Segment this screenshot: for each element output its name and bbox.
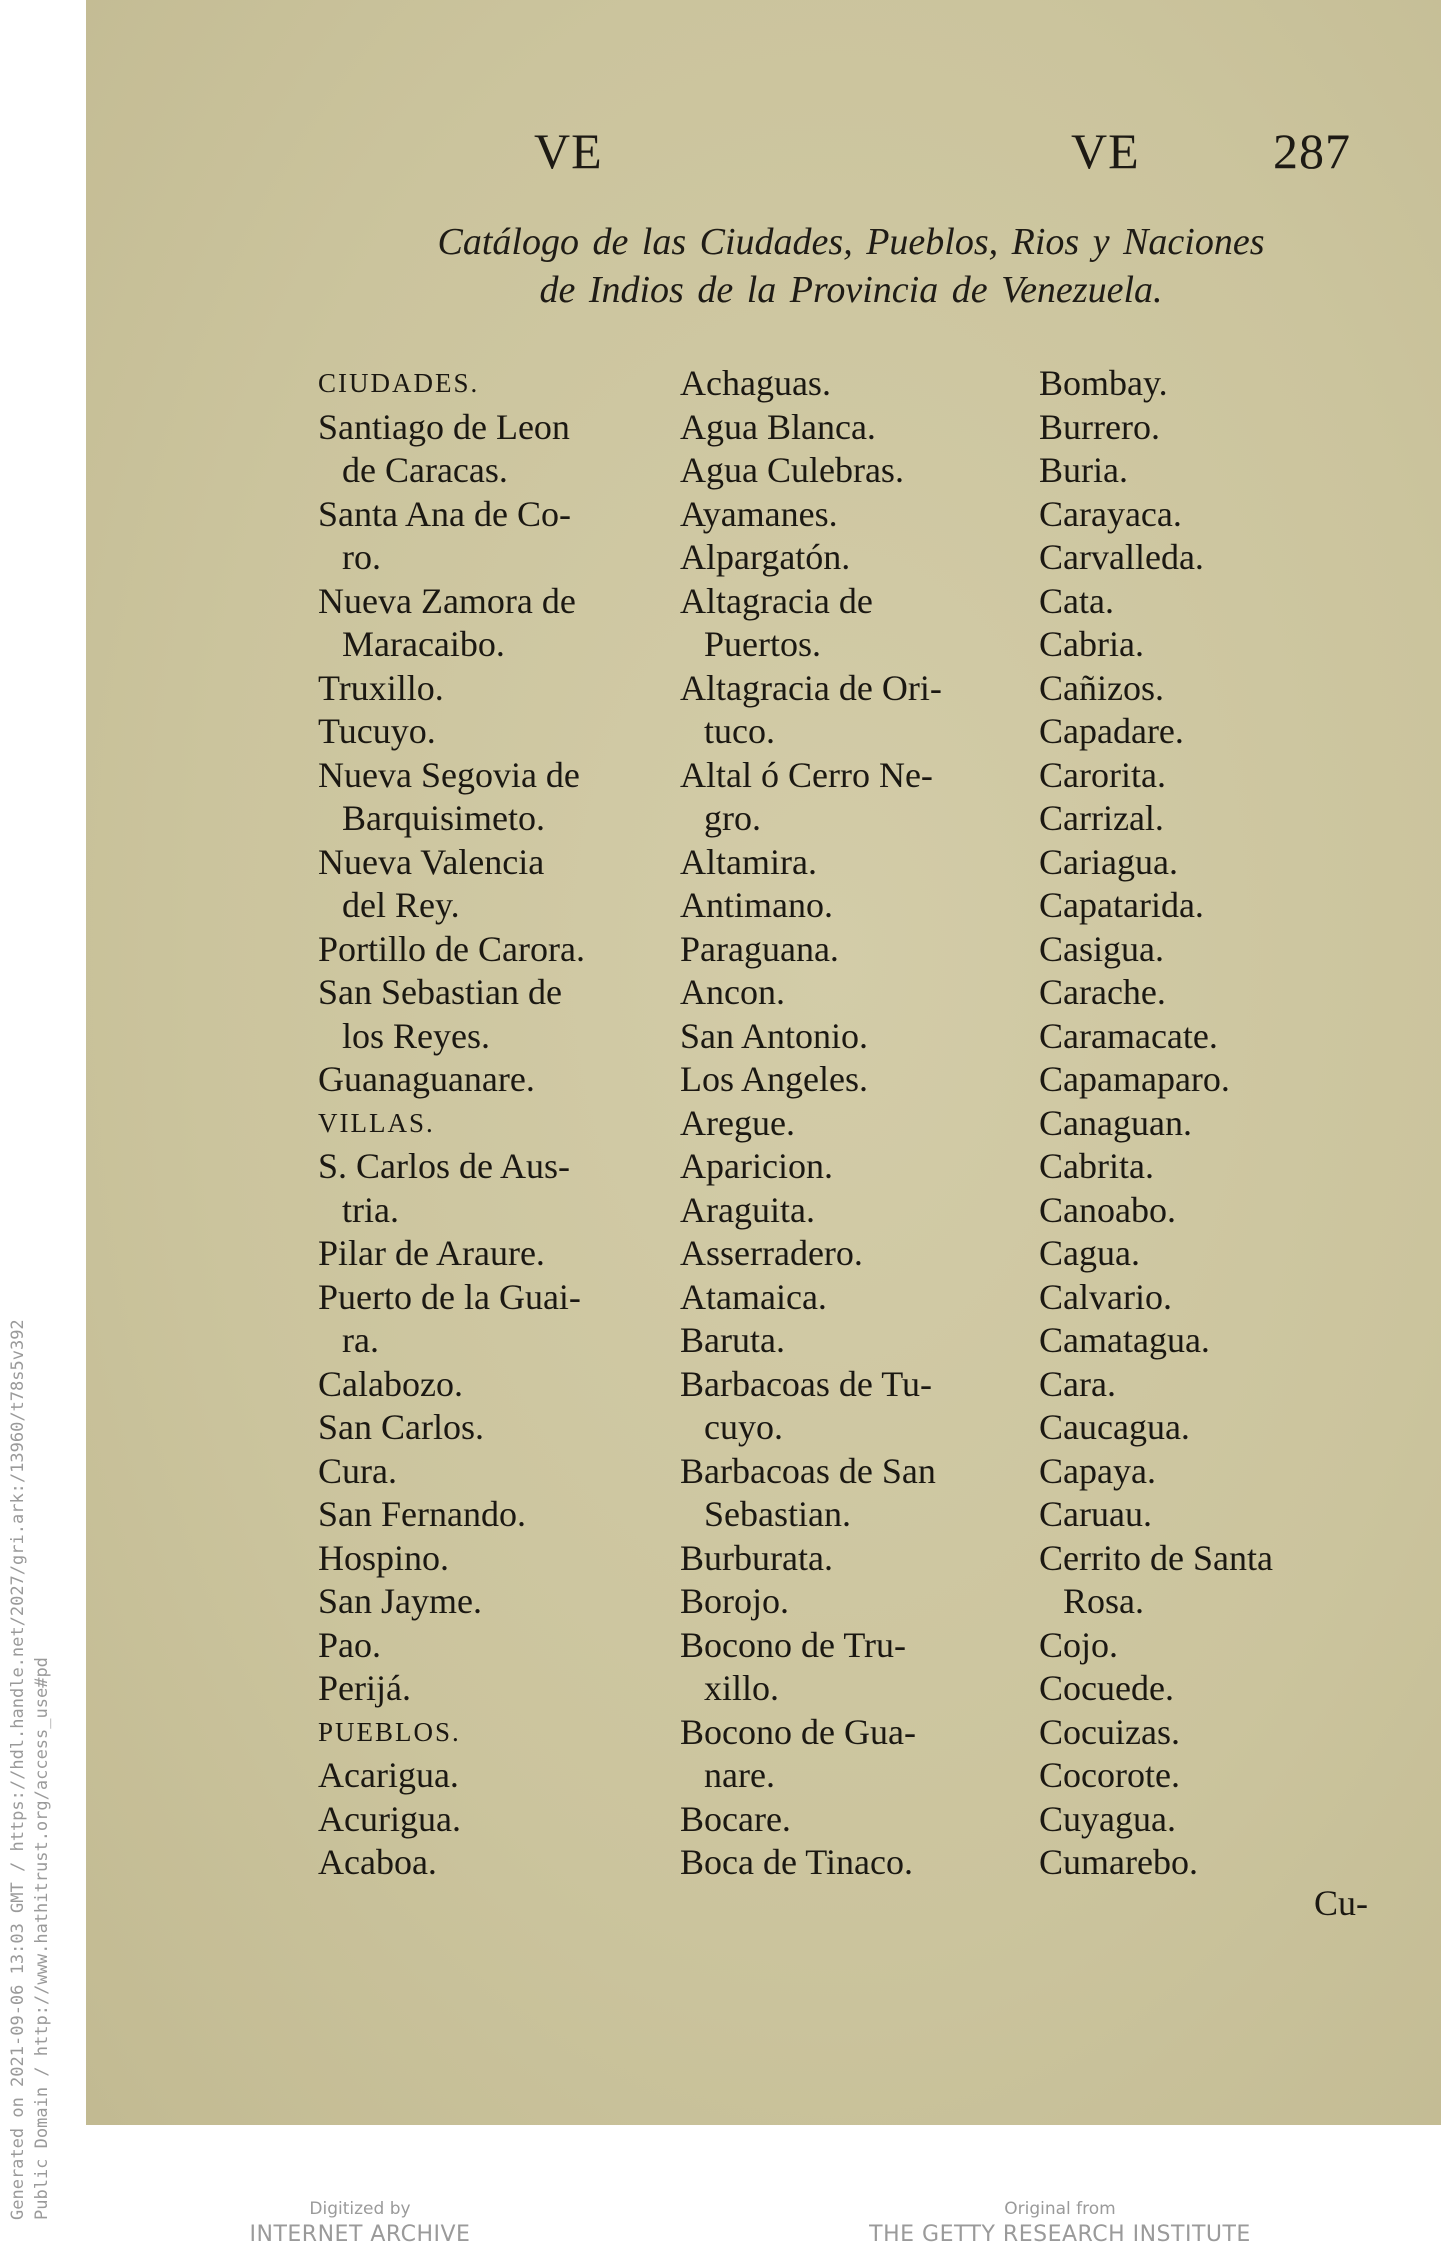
list-item: Caramacate. [1039,1015,1218,1056]
list-item: Acaboa. [318,1842,437,1882]
list-item: tuco. [704,711,775,751]
list-item: Agua Culebras. [680,450,904,490]
list-item: los Reyes. [342,1015,490,1056]
list-item: Pilar de Araure. [318,1233,545,1273]
list-item: Capatarida. [1039,885,1204,925]
digitized-by-label: Digitized by [309,2199,411,2219]
section-heading: VILLAS. [318,1107,435,1138]
list-item: Acarigua. [318,1755,459,1795]
list-item: Altamira. [680,841,817,882]
list-item: Cañizos. [1039,667,1164,708]
list-item: Guanaguanare. [318,1059,535,1099]
list-item: Casigua. [1039,928,1164,969]
list-item: Boca de Tinaco. [680,1842,913,1882]
list-item: Altagracia de Ori- [680,667,942,708]
list-item: Canaguan. [1039,1102,1192,1143]
list-item: Paraguana. [680,928,839,969]
list-item: Portillo de Carora. [318,928,585,969]
stamp-line-1: Generated on 2021-09-06 13:03 GMT / https://hdl.handle.net/2027/gri.ark:/13960/t78s5v392 [8,1319,28,2220]
list-item: Cabria. [1039,624,1144,664]
list-item: Aparicion. [680,1146,833,1186]
list-item: Bocare. [680,1798,791,1839]
list-item: Hospino. [318,1537,450,1578]
list-item: Carrizal. [1039,798,1164,838]
running-head-left: VE [534,123,603,179]
list-item: Nueva Segovia de [318,754,580,795]
list-item: Bocono de Gua- [680,1711,916,1752]
list-item: Bombay. [1039,363,1168,403]
list-item: Carache. [1039,972,1166,1012]
list-item: Cuyagua. [1039,1798,1176,1839]
list-item: Cojo. [1039,1624,1119,1665]
list-item: del Rey. [342,885,460,925]
list-item: Cura. [318,1450,397,1491]
list-item: xillo. [704,1668,780,1708]
list-item: Ancon. [680,972,785,1012]
list-item: Ayamanes. [680,493,838,534]
list-item: Barbacoas de San [680,1450,936,1491]
list-item: Cerrito de Santa [1039,1537,1273,1578]
original-from-credit [860,2198,1260,2250]
digitized-by-credit [230,2198,490,2250]
list-item: Camatagua. [1039,1320,1210,1360]
section-heading: CIUDADES. [318,368,480,398]
list-item: tria. [342,1189,399,1230]
list-item: Antimano. [680,885,833,925]
list-item: Buria. [1039,450,1128,490]
catchword: Cu- [1314,1883,1368,1923]
list-item: Nueva Valencia [318,841,545,882]
running-head-right: VE [1071,123,1140,179]
list-item: Santa Ana de Co- [318,493,571,534]
list-item: Puertos. [704,624,821,664]
list-item: Agua Blanca. [680,406,876,447]
stamp-line-2: Public Domain / http://www.hathitrust.org/access_use#pd [32,1657,52,2220]
list-item: gro. [704,798,761,838]
list-item: Borojo. [680,1581,790,1621]
catalog-title-line-1: Catálogo de las Ciudades, Pueblos, Rios y Naciones [437,221,1265,263]
list-item: San Sebastian de [318,972,562,1012]
list-item: Capaya. [1039,1450,1156,1491]
list-item: ro. [342,537,381,577]
list-item: nare. [704,1755,775,1795]
catalog-title-line-2: de Indios de la Provincia de Venezuela. [539,269,1163,311]
scanned-page [86,0,1441,2125]
list-item: San Carlos. [318,1407,484,1447]
list-item: Capamaparo. [1039,1059,1230,1099]
list-item: Cumarebo. [1039,1842,1198,1882]
list-item: Cata. [1039,580,1114,621]
list-item: Calabozo. [318,1363,463,1404]
list-item: Achaguas. [680,363,831,403]
list-item: Puerto de la Guai- [318,1276,581,1317]
list-item: Altal ó Cerro Ne- [680,754,933,795]
list-item: Calvario. [1039,1276,1172,1317]
list-item: Baruta. [680,1320,785,1360]
list-item: Burburata. [680,1537,833,1578]
original-from-label: Original from [1004,2199,1116,2219]
list-item: Cocuizas. [1039,1711,1180,1752]
list-item: San Fernando. [318,1494,526,1534]
list-item: Alpargatón. [680,537,851,577]
list-item: Araguita. [680,1189,815,1230]
list-column-1 [318,362,585,1885]
list-item: de Caracas. [342,450,508,490]
catalog-title [336,218,1366,314]
list-item: Carvalleda. [1039,537,1204,577]
list-item: Tucuyo. [318,711,436,751]
list-item: Burrero. [1039,406,1160,447]
list-item: Cocorote. [1039,1755,1180,1795]
list-item: S. Carlos de Aus- [318,1146,570,1186]
list-item: Atamaica. [680,1276,827,1317]
list-item: Santiago de Leon [318,406,570,447]
list-item: Acurigua. [318,1798,461,1839]
list-column-3 [1039,362,1273,1885]
list-item: Nueva Zamora de [318,580,576,621]
list-item: Cocuede. [1039,1668,1174,1708]
list-item: Bocono de Tru- [680,1624,907,1665]
list-item: Altagracia de [680,580,873,621]
list-item: Canoabo. [1039,1189,1176,1230]
list-item: San Antonio. [680,1015,869,1056]
list-item: Barbacoas de Tu- [680,1363,932,1404]
list-item: Pao. [318,1624,381,1665]
list-item: Cara. [1039,1363,1116,1404]
list-item: Caucagua. [1039,1407,1190,1447]
list-item: Carorita. [1039,754,1166,795]
list-item: Perijá. [318,1668,411,1708]
list-column-2 [680,362,942,1885]
getty-institute-label: THE GETTY RESEARCH INSTITUTE [869,2222,1251,2247]
list-item: Cabrita. [1039,1146,1154,1186]
list-item: Carayaca. [1039,493,1182,534]
list-item: Los Angeles. [680,1059,868,1099]
internet-archive-label: INTERNET ARCHIVE [249,2222,471,2247]
section-heading: PUEBLOS. [318,1716,461,1747]
list-item: ra. [342,1320,379,1360]
list-item: Rosa. [1063,1581,1144,1621]
list-item: Aregue. [680,1102,795,1143]
list-item: Cagua. [1039,1233,1140,1273]
list-item: Barquisimeto. [342,798,545,838]
list-item: Maracaibo. [342,624,505,664]
list-item: Capadare. [1039,711,1184,751]
list-item: Caruau. [1039,1494,1152,1534]
page-number: 287 [1273,123,1351,179]
list-item: San Jayme. [318,1581,482,1621]
list-item: cuyo. [704,1407,783,1447]
list-item: Cariagua. [1039,841,1178,882]
list-item: Truxillo. [318,667,444,708]
hathitrust-stamp [6,1319,54,2220]
list-item: Sebastian. [704,1494,851,1534]
list-item: Asserradero. [680,1233,863,1273]
